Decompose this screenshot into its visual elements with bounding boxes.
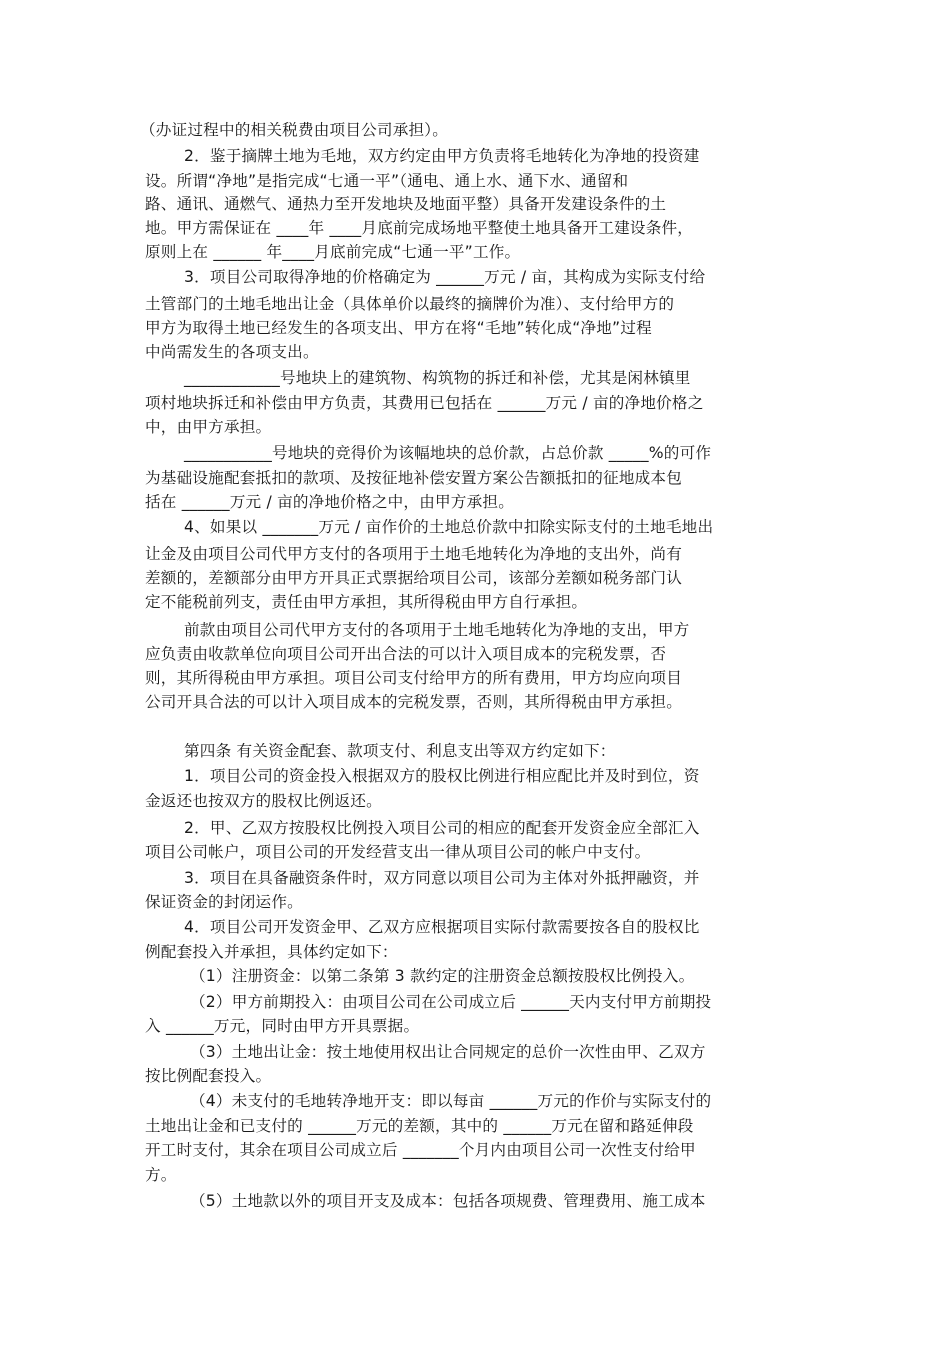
text-line: 2．鉴于摘牌土地为毛地，双方约定由甲方负责将毛地转化为净地的投资建 bbox=[184, 147, 700, 165]
text-line: （5）土地款以外的项目开支及成本：包括各项规费、管理费用、施工成本 bbox=[190, 1192, 706, 1210]
text-line: 2．甲、乙双方按股权比例投入项目公司的相应的配套开发资金应全部汇入 bbox=[184, 819, 700, 837]
text-line: 入 ______万元，同时由甲方开具票据。 bbox=[145, 1017, 420, 1035]
article-heading: 第四条 有关资金配套、款项支付、利息支出等双方约定如下： bbox=[184, 742, 616, 760]
text-line: 公司开具合法的可以计入项目成本的完税发票，否则，其所得税由甲方承担。 bbox=[145, 693, 682, 711]
text-line: 项村地块拆迁和补偿由甲方负责，其费用已包括在 ______万元 / 亩的净地价格之 bbox=[145, 394, 704, 412]
text-line: 4．项目公司开发资金甲、乙双方应根据项目实际付款需要按各自的股权比 bbox=[184, 918, 700, 936]
text-line: 3．项目公司取得净地的价格确定为 ______万元 / 亩，其构成为实际支付给 bbox=[184, 268, 706, 286]
text-line: 甲方为取得土地已经发生的各项支出、甲方在将“毛地”转化成“净地”过程 bbox=[145, 319, 652, 337]
text-line: 为基础设施配套抵扣的款项、及按征地补偿安置方案公告额抵扣的征地成本包 bbox=[145, 469, 682, 487]
text-line: 4、如果以 _______万元 / 亩作价的土地总价款中扣除实际支付的土地毛地出 bbox=[184, 518, 714, 536]
text-line: （办证过程中的相关税费由项目公司承担）。 bbox=[140, 121, 449, 139]
text-line: 1．项目公司的资金投入根据双方的股权比例进行相应配比并及时到位，资 bbox=[184, 767, 700, 785]
text-line: ___________号地块的竞得价为该幅地块的总价款，占总价款 _____%的可作 bbox=[184, 444, 712, 462]
text-line: 土地出让金和已支付的 ______万元的差额，其中的 ______万元在留和路延伸段 bbox=[145, 1117, 694, 1135]
text-line: （1）注册资金：以第二条第 3 款约定的注册资金总额按股权比例投入。 bbox=[190, 967, 695, 985]
text-line: 让金及由项目公司代甲方支付的各项用于土地毛地转化为净地的支出外，尚有 bbox=[145, 545, 682, 563]
text-line: 定不能税前列支，责任由甲方承担，其所得税由甲方自行承担。 bbox=[145, 593, 588, 611]
text-line: 原则上在 ______ 年____月底前完成“七通一平”工作。 bbox=[145, 243, 521, 261]
text-line: 应负责由收款单位向项目公司开出合法的可以计入项目成本的完税发票，否 bbox=[145, 645, 667, 663]
text-line: 方。 bbox=[145, 1166, 177, 1184]
text-line: 中，由甲方承担。 bbox=[145, 418, 272, 436]
text-line: （2）甲方前期投入：由项目公司在公司成立后 ______天内支付甲方前期投 bbox=[190, 993, 712, 1011]
text-line: 设。所谓“净地”是指完成“七通一平”（通电、通上水、通下水、通留和 bbox=[145, 172, 629, 190]
text-line: 地。甲方需保证在 ____年 ____月底前完成场地平整使土地具备开工建设条件， bbox=[145, 219, 694, 237]
text-line: 开工时支付，其余在项目公司成立后 _______个月内由项目公司一次性支付给甲 bbox=[145, 1141, 696, 1159]
text-line: 项目公司帐户，项目公司的开发经营支出一律从项目公司的帐户中支付。 bbox=[145, 843, 651, 861]
text-line: ____________号地块上的建筑物、构筑物的拆迁和补偿，尤其是闲林镇里 bbox=[184, 369, 691, 387]
text-line: 金返还也按双方的股权比例返还。 bbox=[145, 792, 382, 810]
text-line: 土管部门的土地毛地出让金（具体单价以最终的摘牌价为准）、支付给甲方的 bbox=[145, 295, 675, 313]
text-line: （4）未支付的毛地转净地开支：即以每亩 ______万元的作价与实际支付的 bbox=[190, 1092, 712, 1110]
text-line: 括在 ______万元 / 亩的净地价格之中，由甲方承担。 bbox=[145, 493, 514, 511]
text-line: 路、通讯、通燃气、通热力至开发地块及地面平整）具备开发建设条件的土 bbox=[145, 195, 667, 213]
text-line: 差额的，差额部分由甲方开具正式票据给项目公司，该部分差额如税务部门认 bbox=[145, 569, 682, 587]
text-line: 保证资金的封闭运作。 bbox=[145, 893, 303, 911]
text-line: 按比例配套投入。 bbox=[145, 1067, 272, 1085]
text-line: 3．项目在具备融资条件时，双方同意以项目公司为主体对外抵押融资，并 bbox=[184, 869, 700, 887]
text-line: 则，其所得税由甲方承担。项目公司支付给甲方的所有费用，甲方均应向项目 bbox=[145, 669, 682, 687]
text-line: 例配套投入并承担，具体约定如下： bbox=[145, 943, 398, 961]
text-line: 中尚需发生的各项支出。 bbox=[145, 343, 319, 361]
text-line: 前款由项目公司代甲方支付的各项用于土地毛地转化为净地的支出，甲方 bbox=[184, 621, 690, 639]
text-line: （3）土地出让金：按土地使用权出让合同规定的总价一次性由甲、乙双方 bbox=[190, 1043, 706, 1061]
